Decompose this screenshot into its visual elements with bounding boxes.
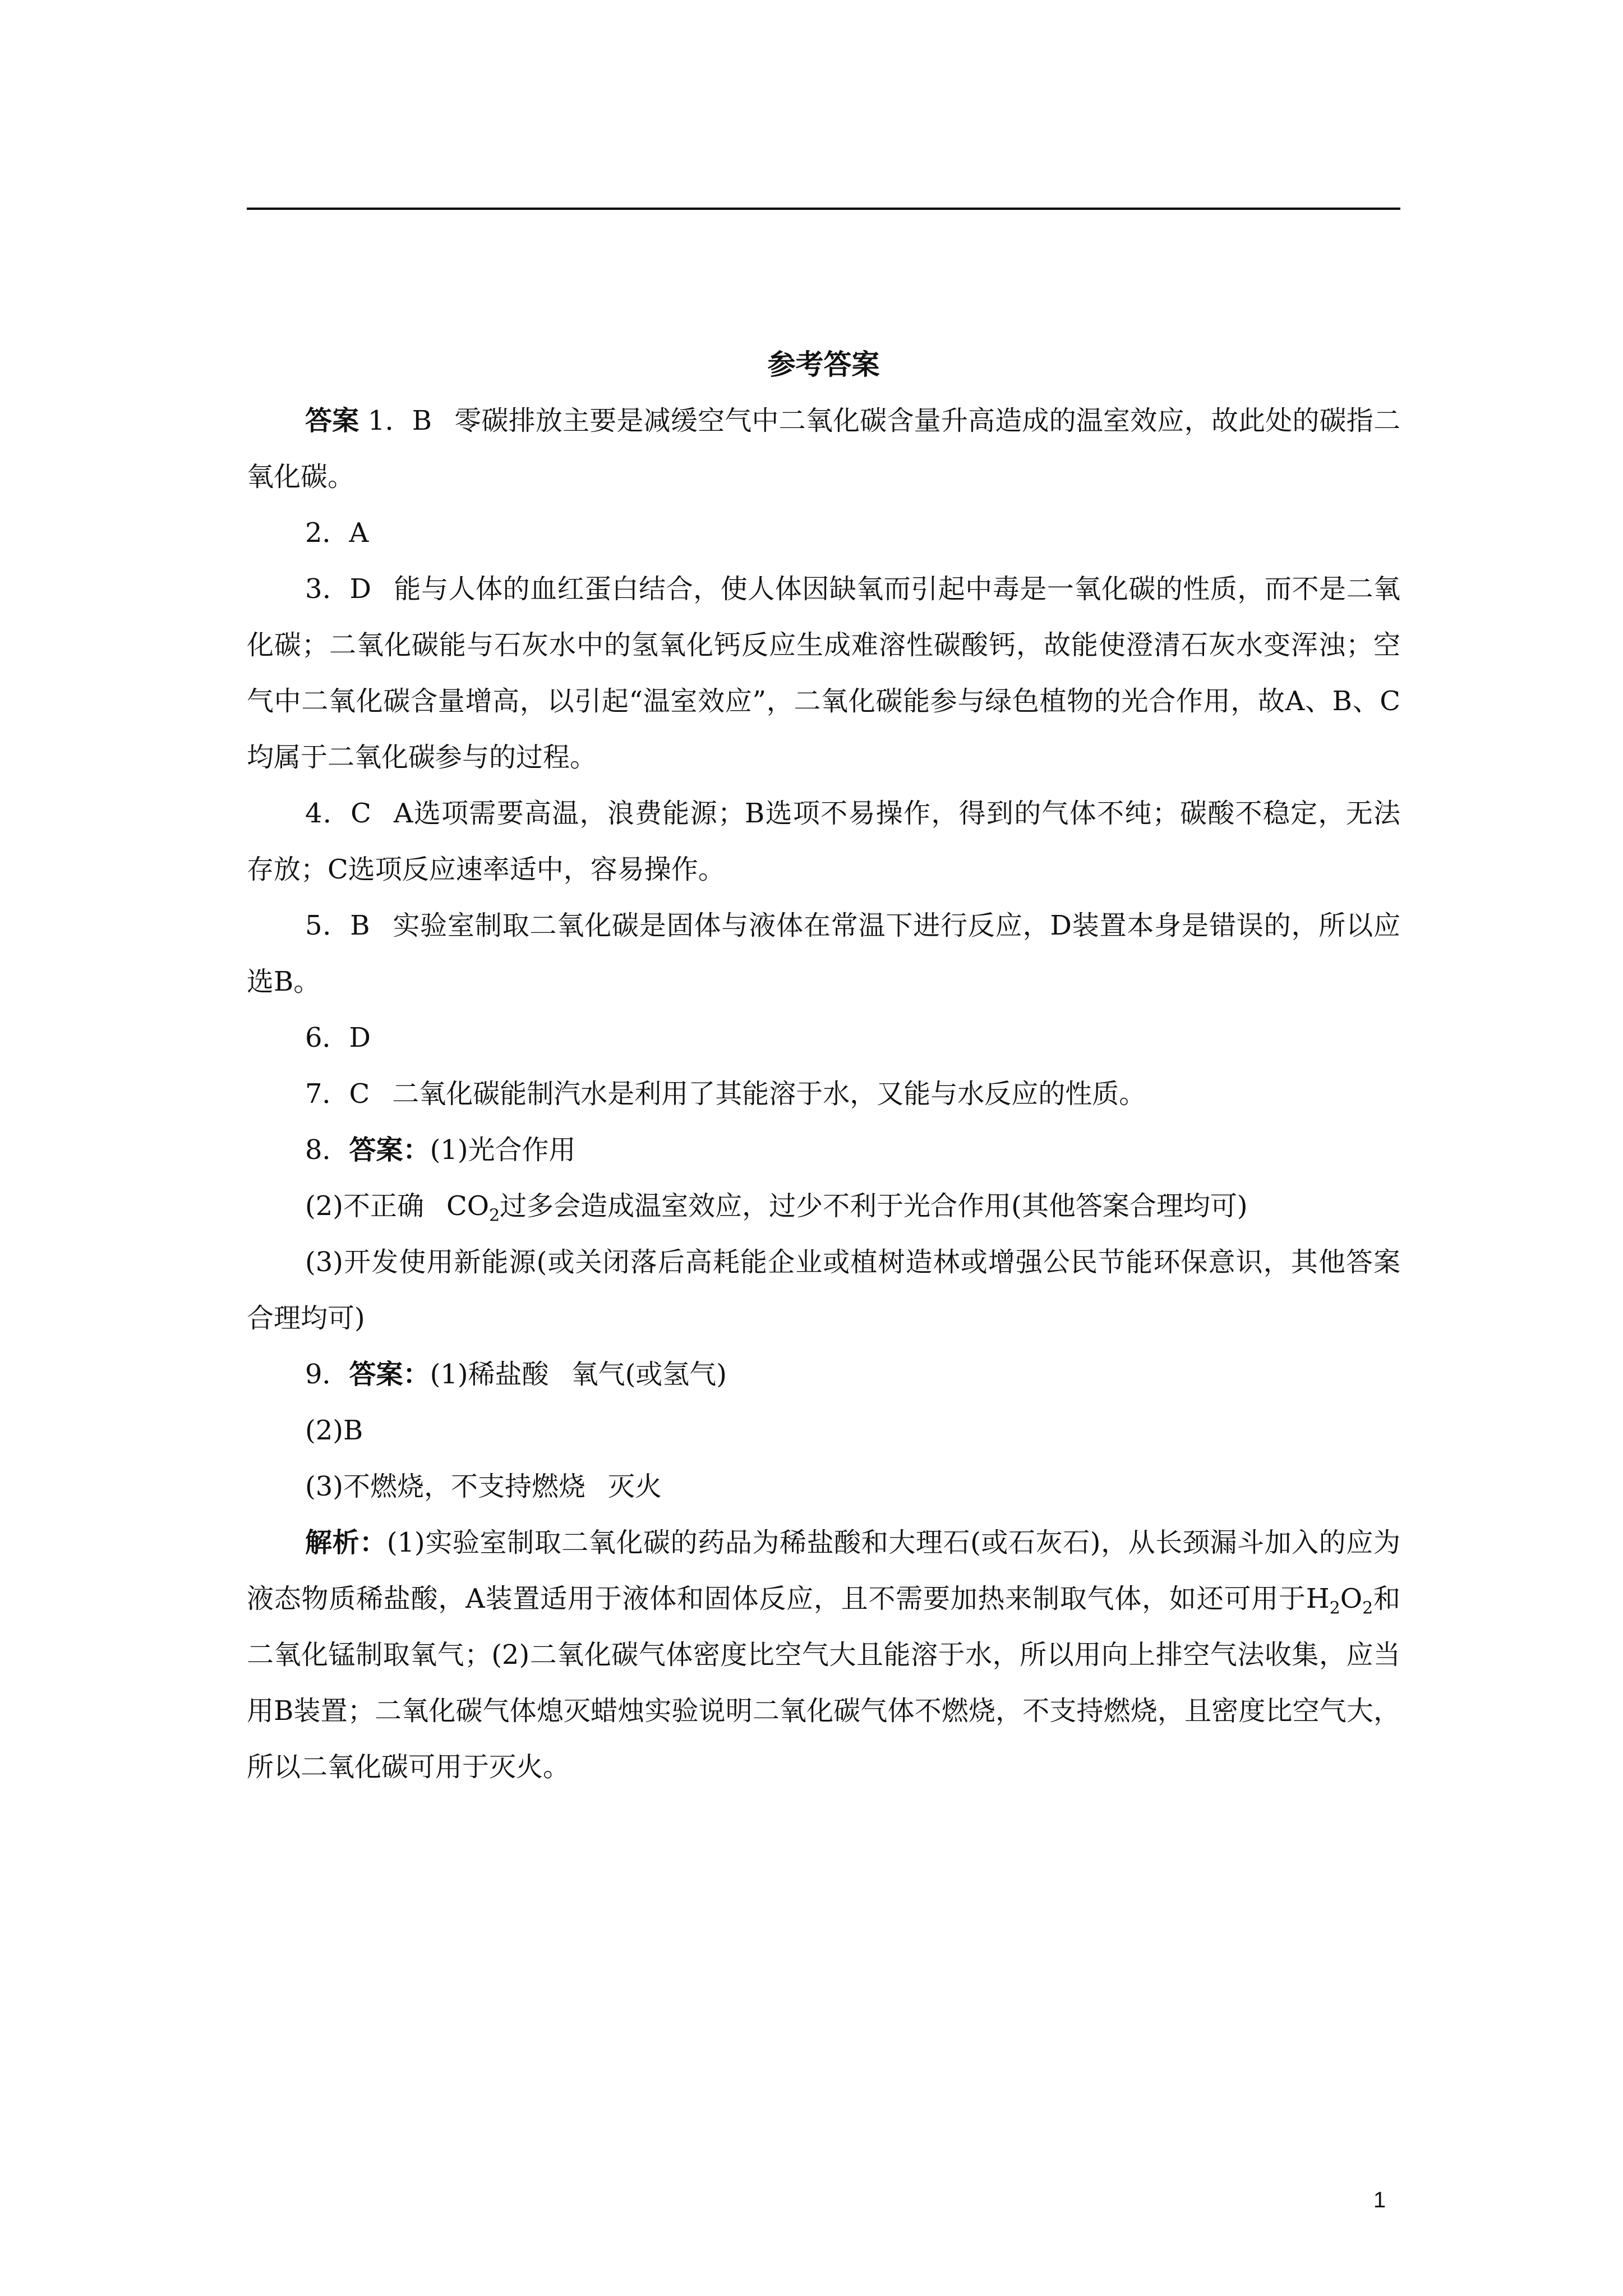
co2-formula: $CO_2$	[446, 1190, 500, 1226]
analysis	[247, 1515, 1400, 1795]
answer-9-part-1a: (1)稀盐酸	[430, 1359, 549, 1390]
answer-9-part-3	[247, 1458, 1400, 1515]
answer-1-explanation: 零碳排放主要是减缓空气中二氧化碳含量升高造成的温室效应，故此处的碳指二氧化碳。	[247, 405, 1400, 493]
analysis-text-2: 和二氧化锰制取氧气；(2)二氧化碳气体密度比空气大且能溶于水，所以用向上排空气法收集，应当用B装置；二氧化碳气体熄灭蜡烛实验说明二氧化碳气体不燃烧，不支持燃烧，且密度比空气大，所以二氧化碳可用于灭火。	[247, 1583, 1400, 1783]
answer-8-label: 答案：	[349, 1134, 430, 1166]
answer-6: 6．D	[305, 1022, 371, 1053]
answer-9-number: 9．	[305, 1359, 349, 1390]
answer-3	[247, 561, 1400, 785]
h2o2-subscript-1: 2	[1329, 1598, 1340, 1618]
answer-1-number: 1．B	[367, 405, 432, 436]
h2o2-o: O	[1340, 1583, 1363, 1614]
answer-5	[247, 898, 1400, 1010]
answer-9-part-2: (2)B	[305, 1415, 363, 1446]
answer-9-part-1b: 氧气(或氢气)	[571, 1359, 727, 1390]
analysis-label: 解析：	[305, 1527, 387, 1558]
answer-1	[247, 393, 1400, 505]
answer-4-explanation: A选项需要高温，浪费能源；B选项不易操作，得到的气体不纯；碳酸不稳定，无法存放；C选项反应速率适中，容易操作。	[247, 798, 1400, 885]
page-title: 参考答案	[767, 348, 880, 381]
answer-3-explanation: 能与人体的血红蛋白结合，使人体因缺氧而引起中毒是一氧化碳的性质，而不是二氧化碳；二氧化碳能与石灰水中的氢氧化钙反应生成难溶性碳酸钙，故能使澄清石灰水变浑浊；空气中二氧化碳含量增高，以引起“温室效应”，二氧化碳能参与绿色植物的光合作用，故A、B、C均属于二氧化碳参与的过程。	[247, 573, 1400, 773]
h2o2-subscript-2: 2	[1362, 1598, 1373, 1618]
answer-7-explanation: 二氧化碳能制汽水是利用了其能溶于水，又能与水反应的性质。	[392, 1078, 1146, 1110]
answer-4	[247, 785, 1400, 898]
answer-9	[247, 1346, 1400, 1402]
answer-9-label: 答案：	[349, 1359, 430, 1390]
answer-2: 2．A	[305, 517, 369, 549]
answer-9-part-3b: 灭火	[608, 1471, 662, 1502]
page-number: 1	[1373, 2188, 1386, 2212]
header-rule	[247, 208, 1400, 210]
answer-8-part-1: (1)光合作用	[430, 1134, 576, 1166]
answer-7	[247, 1066, 1400, 1122]
answer-7-number: 7．C	[305, 1078, 370, 1110]
answer-document	[247, 337, 1400, 1795]
answer-8-number: 8．	[305, 1134, 349, 1166]
answer-5-number: 5．B	[305, 910, 370, 941]
answer-8-part-2-text: 过多会造成温室效应，过少不利于光合作用(其他答案合理均可)	[500, 1190, 1248, 1222]
answer-8	[247, 1122, 1400, 1178]
analysis-text-1: (1)实验室制取二氧化碳的药品为稀盐酸和大理石(或石灰石)，从长颈漏斗加入的应为液态物质稀盐酸，A装置适用于液体和固体反应，且不需要加热来制取气体，如还可用于H	[247, 1527, 1400, 1614]
answer-8-part-2	[247, 1178, 1400, 1234]
answer-4-number: 4．C	[305, 798, 371, 829]
answer-label: 答案	[305, 405, 359, 436]
answer-3-number: 3．D	[305, 573, 372, 605]
answer-8-part-3: (3)开发使用新能源(或关闭落后高耗能企业或植树造林或增强公民节能环保意识，其他答案合理均可)	[247, 1246, 1400, 1334]
answer-9-part-3a: (3)不燃烧，不支持燃烧	[305, 1471, 585, 1502]
answer-8-part-2-verdict: (2)不正确	[305, 1190, 424, 1222]
answer-5-explanation: 实验室制取二氧化碳是固体与液体在常温下进行反应，D装置本身是错误的，所以应选B。	[247, 910, 1400, 997]
